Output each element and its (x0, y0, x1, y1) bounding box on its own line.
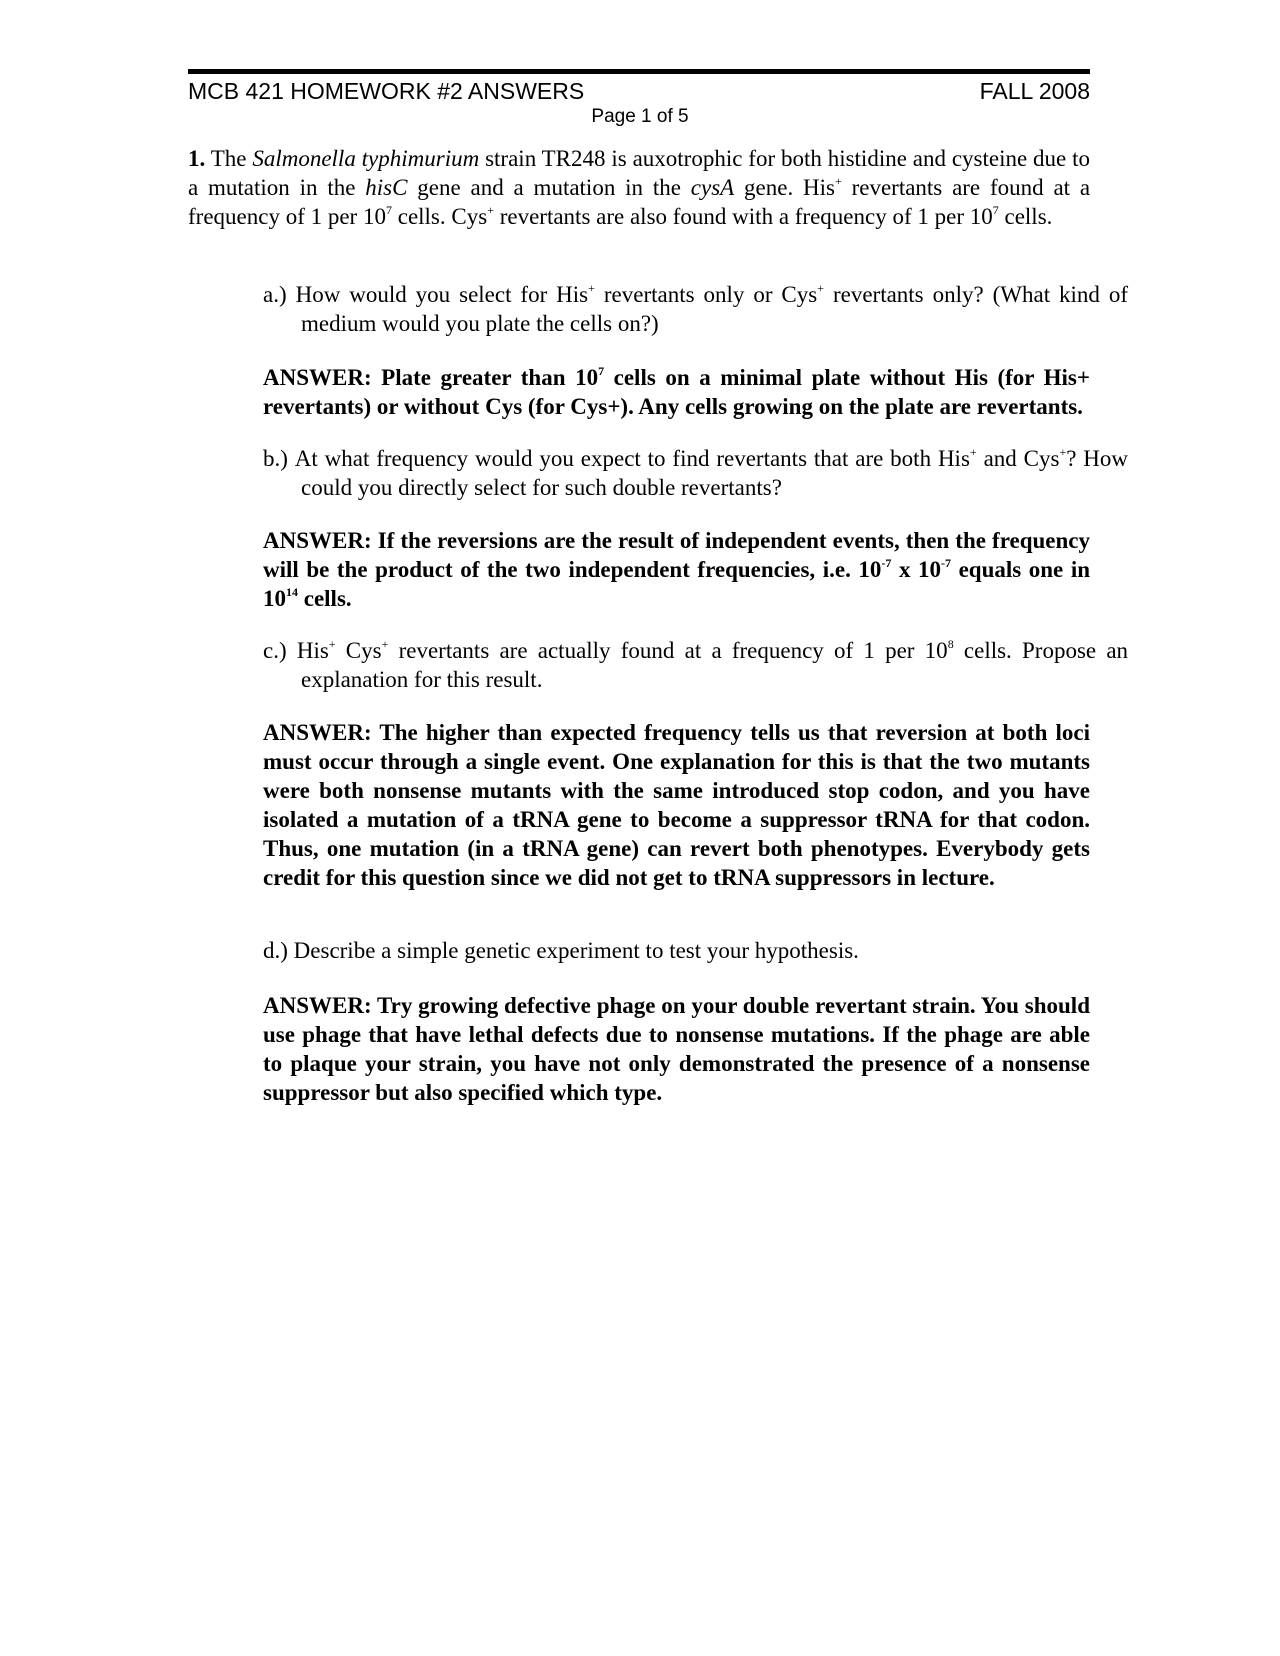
header-term: FALL 2008 (979, 78, 1090, 104)
gene-hisc: hisC (365, 175, 408, 200)
gene-cysa: cysA (690, 175, 735, 200)
header-title: MCB 421 HOMEWORK #2 ANSWERS (188, 78, 585, 104)
question-1: 1. The Salmonella typhimurium strain TR248 is auxotrophic for both histidine and cysteine due to a mutation in the hisC gene and a mutation in the cysA gene. His+ revertants are found at a frequency of 1 per $10^7$ cells. Cys+ revertants are also found with a frequency of 1 per $10^7$ cells. (188, 146, 1091, 229)
part-b-question: b.) At what frequency would you expect to find revertants that are both His+ and Cys+? How could you directly select for such double revertants? (263, 445, 1129, 500)
part-c-question: c.) His+ Cys+ revertants are actually found at a frequency of 1 per $10^8$ cells. Propose an explanation for this result. (263, 637, 1129, 692)
part-b-answer: ANSWER: If the reversions are the result of independent events, then the frequency will be the product of the two independent frequencies, i.e. $10^{-7}$ x $10^{-7}$ equals one in $10^{14}$ cells. (263, 528, 1091, 611)
organism-name: Salmonella typhimurium (252, 146, 480, 171)
question-number: 1. (188, 146, 206, 171)
part-d-answer: ANSWER: Try growing defective phage on your double revertant strain. You should use phage that have lethal defects due to nonsense mutations. If the phage are able to plaque your strain, you have not only demonstrated the presence of a nonsense suppressor but also specified which type. (263, 993, 1090, 1105)
part-d-question: d.) Describe a simple genetic experiment to test your hypothesis. (263, 938, 859, 963)
header-rule (188, 69, 1090, 74)
part-a-answer: ANSWER: Plate greater than $10^7$ cells on a minimal plate without His (for His+ revertants) or without Cys (for Cys+). Any cells growing on the plate are revertants. (263, 364, 1090, 419)
page-number: Page 1 of 5 (591, 106, 689, 127)
part-a-question: a.) How would you select for His+ revertants only or Cys+ revertants only? (What kind of medium would you plate the cells on?) (263, 281, 1129, 336)
part-c-answer: ANSWER: The higher than expected frequency tells us that reversion at both loci must occur through a single event. One explanation for this is that the two mutants were both nonsense mutants with the same introduced stop codon, and you have isolated a mutation of a tRNA gene to become a suppressor tRNA for that codon. Thus, one mutation (in a tRNA gene) can revert both phenotypes. Everybody gets credit for this question since we did not get to tRNA suppressors in lecture. (263, 720, 1090, 890)
